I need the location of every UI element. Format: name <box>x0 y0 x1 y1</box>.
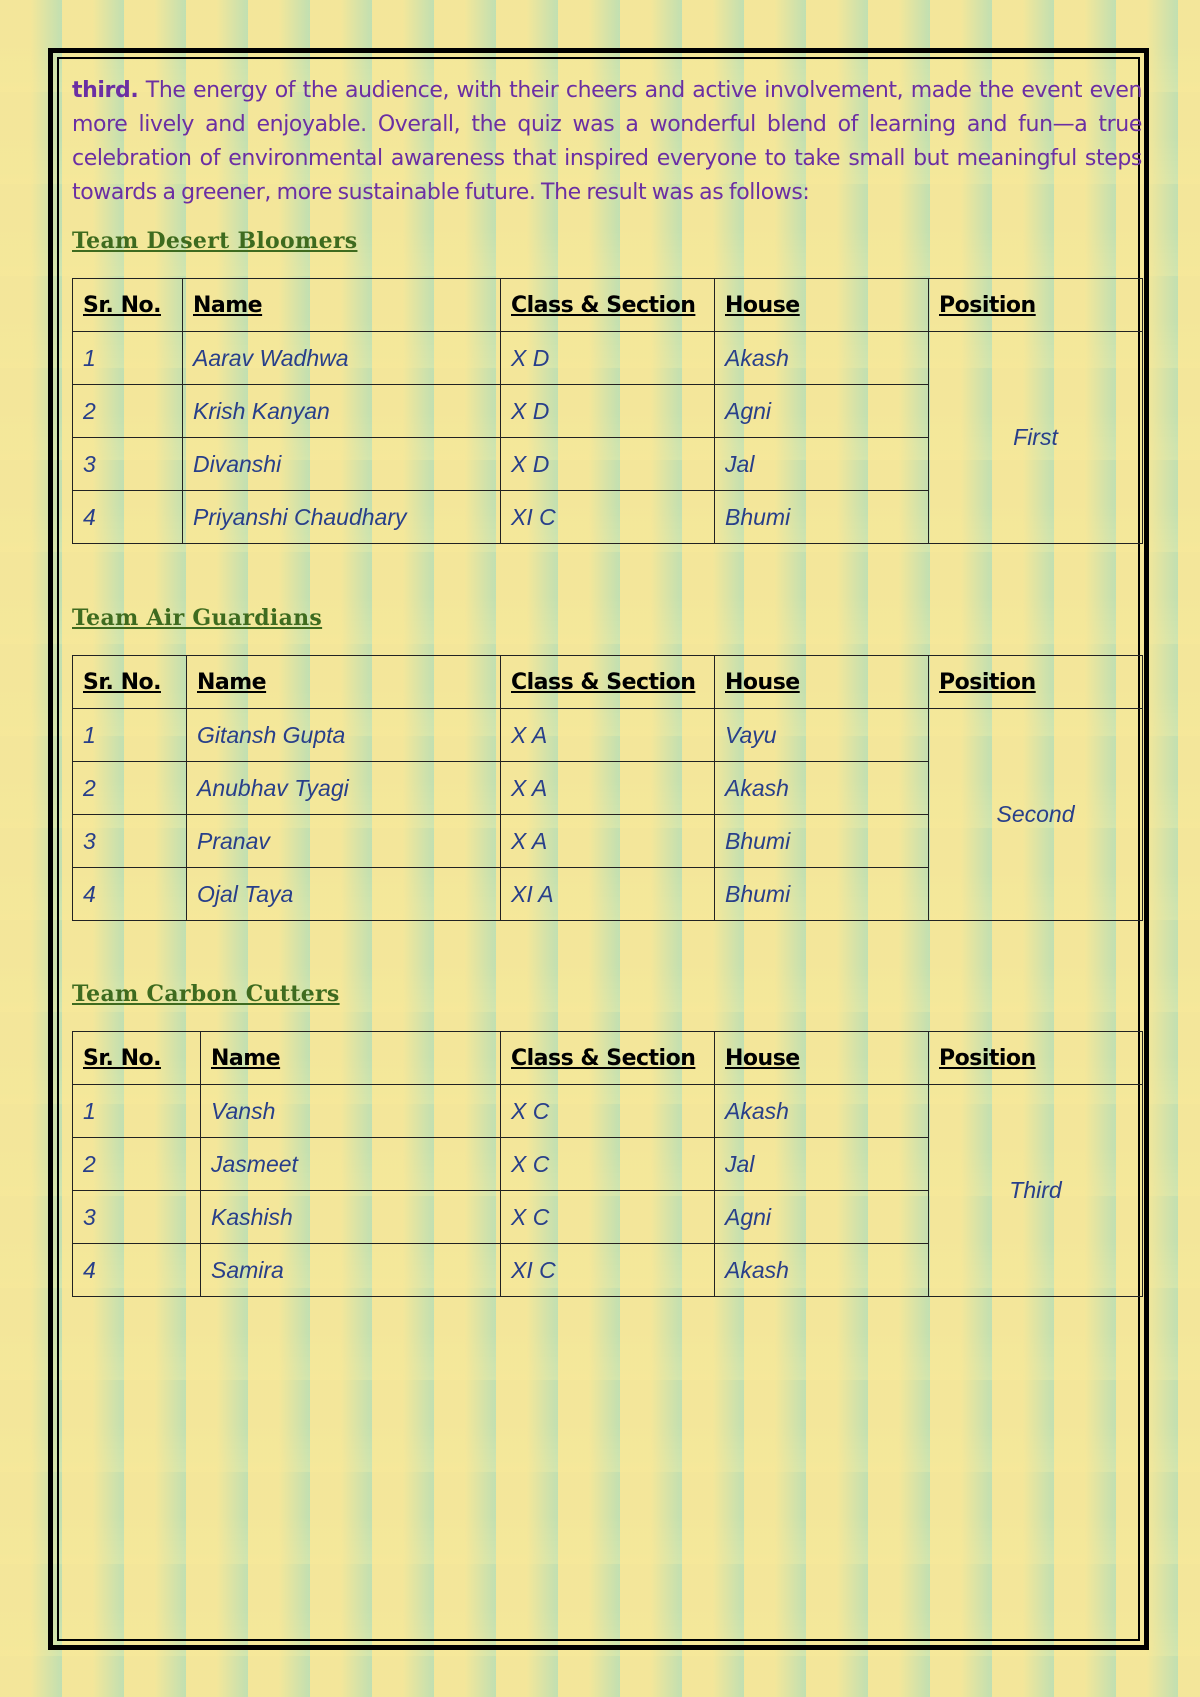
cell-sr-no: 4 <box>73 1244 201 1297</box>
cell-name: Krish Kanyan <box>183 385 501 438</box>
cell-house: Akash <box>715 762 929 815</box>
cell-sr-no: 4 <box>73 491 183 544</box>
cell-name: Divanshi <box>183 438 501 491</box>
header-position: Position <box>929 1032 1143 1085</box>
table-row <box>73 709 1143 762</box>
cell-class-section: X D <box>501 332 715 385</box>
team-heading: Team Carbon Cutters <box>72 981 340 1007</box>
cell-class-section: X D <box>501 438 715 491</box>
header-house: House <box>715 279 929 332</box>
cell-house: Akash <box>715 332 929 385</box>
cell-name: Anubhav Tyagi <box>187 762 501 815</box>
cell-class-section: X C <box>501 1085 715 1138</box>
cell-sr-no: 1 <box>73 709 187 762</box>
cell-class-section: XI A <box>501 868 715 921</box>
cell-house: Agni <box>715 1191 929 1244</box>
cell-house: Akash <box>715 1085 929 1138</box>
team-heading: Team Air Guardians <box>72 605 323 631</box>
cell-name: Jasmeet <box>201 1138 501 1191</box>
document-body <box>72 74 1142 1283</box>
cell-name: Vansh <box>201 1085 501 1138</box>
cell-sr-no: 1 <box>73 332 183 385</box>
cell-class-section: XI C <box>501 1244 715 1297</box>
header-name: Name <box>183 279 501 332</box>
cell-house: Bhumi <box>715 868 929 921</box>
cell-position: Second <box>929 709 1143 921</box>
header-position: Position <box>929 656 1143 709</box>
header-sr-no: Sr. No. <box>73 656 187 709</box>
header-house: House <box>715 656 929 709</box>
cell-position: Third <box>929 1085 1143 1297</box>
cell-house: Vayu <box>715 709 929 762</box>
intro-paragraph <box>72 74 1142 210</box>
cell-class-section: X D <box>501 385 715 438</box>
cell-class-section: X A <box>501 815 715 868</box>
cell-sr-no: 1 <box>73 1085 201 1138</box>
table-header-row <box>73 656 1143 709</box>
header-name: Name <box>201 1032 501 1085</box>
intro-text: The energy of the audience, with their cheers and active involvement, made the event even more lively and enjoyable. Overall, the quiz was a wonderful blend of learning and fun—a true celebration of environmental awareness that inspired everyone to take small but meaningful steps towards a greener, more sustainable future. The result was as follows: <box>72 78 1142 205</box>
cell-house: Akash <box>715 1244 929 1297</box>
team-table <box>72 655 1143 921</box>
cell-name: Samira <box>201 1244 501 1297</box>
cell-class-section: XI C <box>501 491 715 544</box>
cell-class-section: X A <box>501 762 715 815</box>
cell-name: Ojal Taya <box>187 868 501 921</box>
cell-sr-no: 3 <box>73 1191 201 1244</box>
cell-name: Pranav <box>187 815 501 868</box>
table-row <box>73 1085 1143 1138</box>
cell-house: Bhumi <box>715 815 929 868</box>
cell-class-section: X A <box>501 709 715 762</box>
cell-house: Agni <box>715 385 929 438</box>
team-heading: Team Desert Bloomers <box>72 228 358 254</box>
cell-name: Gitansh Gupta <box>187 709 501 762</box>
cell-sr-no: 2 <box>73 762 187 815</box>
cell-sr-no: 2 <box>73 1138 201 1191</box>
header-house: House <box>715 1032 929 1085</box>
cell-sr-no: 3 <box>73 438 183 491</box>
cell-class-section: X C <box>501 1138 715 1191</box>
cell-class-section: X C <box>501 1191 715 1244</box>
header-sr-no: Sr. No. <box>73 279 183 332</box>
cell-sr-no: 3 <box>73 815 187 868</box>
table-header-row <box>73 279 1143 332</box>
cell-sr-no: 4 <box>73 868 187 921</box>
table-row <box>73 332 1143 385</box>
header-class-section: Class & Section <box>501 1032 715 1085</box>
cell-sr-no: 2 <box>73 385 183 438</box>
header-class-section: Class & Section <box>501 279 715 332</box>
header-sr-no: Sr. No. <box>73 1032 201 1085</box>
cell-position: First <box>929 332 1143 544</box>
intro-lead-word: third. <box>72 78 139 103</box>
cell-house: Jal <box>715 1138 929 1191</box>
header-name: Name <box>187 656 501 709</box>
cell-house: Bhumi <box>715 491 929 544</box>
team-table <box>72 278 1143 544</box>
cell-name: Kashish <box>201 1191 501 1244</box>
table-header-row <box>73 1032 1143 1085</box>
header-position: Position <box>929 279 1143 332</box>
team-table <box>72 1031 1143 1297</box>
cell-name: Priyanshi Chaudhary <box>183 491 501 544</box>
header-class-section: Class & Section <box>501 656 715 709</box>
cell-house: Jal <box>715 438 929 491</box>
cell-name: Aarav Wadhwa <box>183 332 501 385</box>
